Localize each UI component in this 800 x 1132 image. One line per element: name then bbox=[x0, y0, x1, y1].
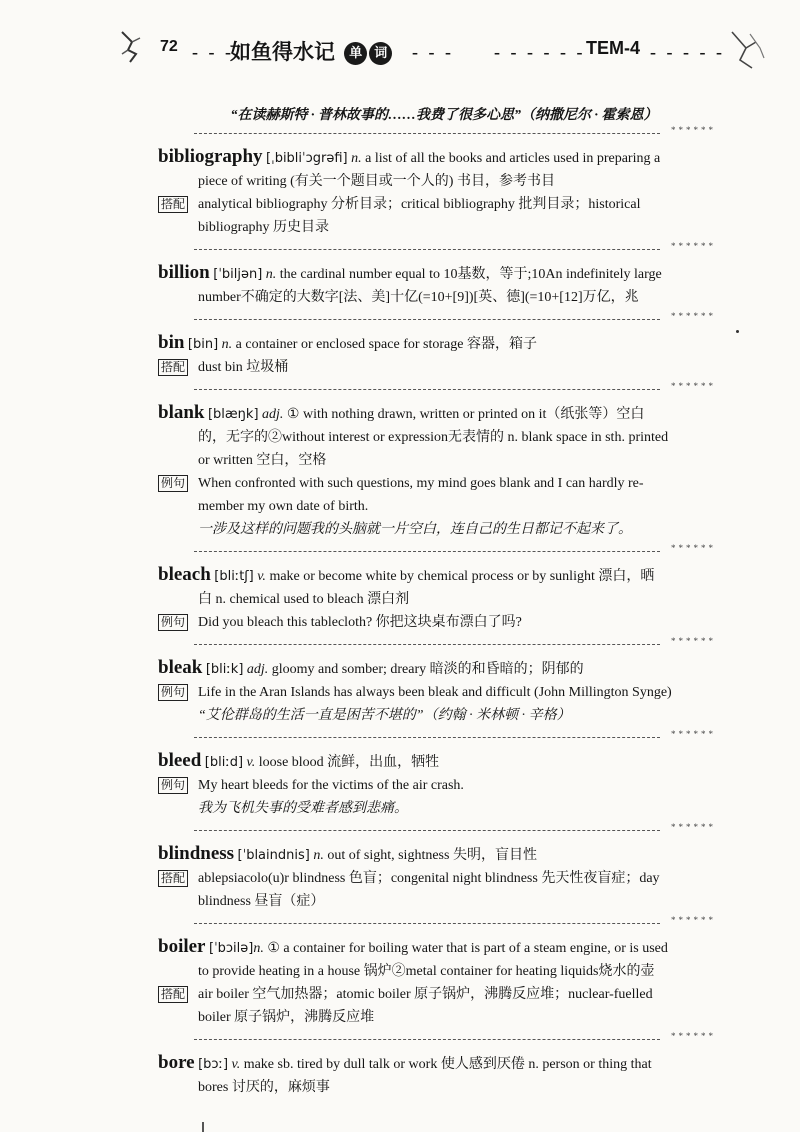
collocation-line-2: bibliography 历史目录 bbox=[198, 220, 330, 235]
entry-boiler bbox=[158, 935, 720, 1029]
collocation-block bbox=[158, 356, 720, 379]
headword: blindness bbox=[158, 843, 235, 864]
bird-ornament-icon bbox=[118, 28, 146, 68]
entry-separator bbox=[158, 242, 720, 256]
book-title bbox=[230, 36, 392, 66]
separator-stars: ****** bbox=[671, 125, 716, 135]
entry-bleak bbox=[158, 656, 720, 727]
headword: blank bbox=[158, 402, 205, 423]
headword: bleach bbox=[158, 564, 211, 585]
part-of-speech: n. bbox=[265, 267, 277, 282]
collocation-line-1: ablepsiacolo(u)r blindness 色盲；congenital night blindness 先天性夜盲症；day bbox=[198, 871, 660, 886]
definition-line-1: loose blood 流鲜，出血，牺牲 bbox=[258, 755, 440, 770]
example-tag: 例句 bbox=[158, 777, 188, 794]
example-line-2: member my own date of birth. bbox=[198, 499, 369, 514]
entry-bleach bbox=[158, 563, 720, 634]
separator-stars: ****** bbox=[671, 311, 716, 321]
phonetic: [ˈbiljən] bbox=[213, 267, 263, 282]
collocation-line-2: blindness 昼盲（症） bbox=[198, 894, 325, 909]
example-translation: 我为飞机失事的受难者感到悲痛。 bbox=[198, 801, 408, 816]
entry-separator bbox=[158, 312, 720, 326]
entry-definition bbox=[158, 331, 720, 356]
book-title-text: 如鱼得水记 bbox=[230, 40, 335, 64]
phonetic: [bɔː] bbox=[198, 1057, 229, 1072]
dictionary-content bbox=[158, 104, 720, 1102]
collocation-line-1: air boiler 空气加热器；atomic boiler 原子锅炉，沸腾反应堆；nuclear-fuelled bbox=[198, 987, 653, 1002]
collocation-block bbox=[158, 867, 720, 913]
entry-separator bbox=[158, 637, 720, 651]
definition-line-2: piece of writing (有关一个题目或一个人的) 书目，参考书目 bbox=[198, 174, 555, 189]
collocation-block bbox=[158, 193, 720, 239]
page-number: 72 bbox=[160, 38, 178, 55]
phonetic: [blæŋk] bbox=[207, 407, 259, 422]
separator-stars: ****** bbox=[671, 729, 716, 739]
headword: billion bbox=[158, 262, 210, 283]
definition-line-1: a container or enclosed space for storage 容器，箱子 bbox=[235, 337, 537, 352]
entry-definition bbox=[158, 1051, 720, 1076]
entry-definition bbox=[158, 401, 720, 426]
entry-separator bbox=[158, 823, 720, 837]
separator-stars: ****** bbox=[671, 636, 716, 646]
header-dashes-mid: - - - bbox=[412, 42, 454, 62]
phonetic: [bliːd] bbox=[204, 755, 244, 770]
definition-line-1: gloomy and somber; dreary 暗淡的和昏暗的；阴郁的 bbox=[271, 662, 584, 677]
entry-separator bbox=[158, 544, 720, 558]
collocation-tag: 搭配 bbox=[158, 359, 188, 376]
collocation-tag: 搭配 bbox=[158, 870, 188, 887]
part-of-speech: n. bbox=[253, 941, 264, 956]
example-block bbox=[158, 774, 720, 820]
header-dashes-left: - - - bbox=[192, 42, 234, 62]
part-of-speech: n. bbox=[351, 151, 362, 166]
header-dashes-right: - - - - - bbox=[650, 42, 725, 62]
entry-blank bbox=[158, 401, 720, 541]
definition-line-1: out of sight, sightness 失明，盲目性 bbox=[327, 848, 537, 863]
part-of-speech: v. bbox=[246, 755, 256, 770]
definition-line-1: the cardinal number equal to 10基数，等于;10An indefinitely large bbox=[279, 267, 662, 282]
top-quote: “在读赫斯特 · 普林故事的……我费了很多心思”（纳撒尼尔 · 霍索恩） bbox=[230, 108, 658, 123]
separator-stars: ****** bbox=[671, 381, 716, 391]
entry-bleed bbox=[158, 749, 720, 820]
example-line-1: When confronted with such questions, my mind goes blank and I can hardly re- bbox=[198, 476, 644, 491]
collocation-line-1: analytical bibliography 分析目录；critical bibliography 批判目录；historical bbox=[198, 197, 641, 212]
separator-stars: ****** bbox=[671, 1031, 716, 1041]
definition-line-1: ① a container for boiling water that is part of a steam engine, or is used bbox=[267, 941, 668, 956]
separator-stars: ****** bbox=[671, 915, 716, 925]
entry-separator bbox=[158, 730, 720, 744]
definition-line-2: bores 讨厌的，麻烦事 bbox=[198, 1080, 330, 1095]
phonetic: [ˈbɔilə] bbox=[209, 941, 254, 956]
wing-ornament-icon bbox=[726, 28, 766, 72]
phonetic: [ˌbibliˈɔgrəfi] bbox=[266, 151, 348, 166]
phonetic: [bin] bbox=[187, 337, 219, 352]
definition-line-1: ① with nothing drawn, written or printed on it（纸张等）空白 bbox=[286, 407, 645, 422]
circled-char-2: 词 bbox=[369, 42, 392, 65]
collocation-line-2: boiler 原子锅炉，沸腾反应堆 bbox=[198, 1010, 375, 1025]
footer-mark bbox=[202, 1122, 204, 1132]
collocation-tag: 搭配 bbox=[158, 986, 188, 1003]
entry-separator bbox=[158, 916, 720, 930]
headword: bin bbox=[158, 332, 185, 353]
exam-label: TEM-4 bbox=[586, 38, 640, 58]
definition-line-2: to provide heating in a house 锅炉②metal container for heating liquids烧水的壶 bbox=[198, 964, 655, 979]
entry-definition bbox=[158, 563, 720, 588]
example-translation: 一涉及这样的问题我的头脑就一片空白，连自己的生日都记不起来了。 bbox=[198, 522, 632, 537]
separator-stars: ****** bbox=[671, 822, 716, 832]
headword: bleed bbox=[158, 750, 202, 771]
definition-line-1: a list of all the books and articles used in preparing a bbox=[365, 151, 661, 166]
part-of-speech: v. bbox=[231, 1057, 241, 1072]
example-tag: 例句 bbox=[158, 684, 188, 701]
definition-line-1: make or become white by chemical process or by sunlight 漂白，晒 bbox=[269, 569, 655, 584]
example-block bbox=[158, 611, 720, 634]
collocation-tag: 搭配 bbox=[158, 196, 188, 213]
entry-separator bbox=[158, 1032, 720, 1046]
part-of-speech: adj. bbox=[246, 662, 269, 677]
entry-billion bbox=[158, 261, 720, 309]
entry-separator bbox=[158, 382, 720, 396]
separator-stars: ****** bbox=[671, 241, 716, 251]
example-block bbox=[158, 472, 720, 541]
part-of-speech: n. bbox=[313, 848, 324, 863]
stray-dot bbox=[736, 330, 739, 333]
part-of-speech: n. bbox=[221, 337, 233, 352]
headword: bibliography bbox=[158, 146, 263, 167]
headword: bore bbox=[158, 1052, 195, 1073]
entry-bin bbox=[158, 331, 720, 379]
entry-definition bbox=[158, 749, 720, 774]
entry-bibliography bbox=[158, 145, 720, 239]
separator-stars: ****** bbox=[671, 543, 716, 553]
entry-definition bbox=[158, 656, 720, 681]
example-line-1: My heart bleeds for the victims of the air crash. bbox=[198, 778, 464, 793]
entry-blindness bbox=[158, 842, 720, 913]
example-block bbox=[158, 681, 720, 727]
definition-line-2: number不确定的大数字[法、美]十亿(=10+[9])[英、德](=10+[12]万亿，兆 bbox=[198, 290, 639, 305]
definition-line-2: 的，无字的②without interest or expression无表情的 n. blank space in sth. printed bbox=[198, 430, 669, 445]
entry-bore bbox=[158, 1051, 720, 1099]
example-translation: “艾伦群岛的生活一直是困苦不堪的”（约翰 · 米林顿 · 辛格） bbox=[198, 708, 571, 723]
phonetic: [bliːtʃ] bbox=[214, 569, 254, 584]
collocation-line-1: dust bin 垃圾桶 bbox=[198, 360, 289, 375]
page-header bbox=[0, 22, 800, 72]
example-line-1: Did you bleach this tablecloth? 你把这块桌布漂白了吗? bbox=[198, 615, 522, 630]
example-tag: 例句 bbox=[158, 614, 188, 631]
entry-definition bbox=[158, 145, 720, 170]
header-dashes-mid2: - - - - - - bbox=[494, 42, 586, 62]
circled-char-1: 单 bbox=[344, 42, 367, 65]
definition-line-2: 白 n. chemical used to bleach 漂白剂 bbox=[198, 592, 410, 607]
entry-definition bbox=[158, 842, 720, 867]
collocation-block bbox=[158, 983, 720, 1029]
part-of-speech: adj. bbox=[262, 407, 284, 422]
headword: boiler bbox=[158, 936, 206, 957]
entry-separator bbox=[158, 126, 720, 140]
definition-line-1: make sb. tired by dull talk or work 使人感到厌倦 n. person or thing that bbox=[243, 1057, 652, 1072]
phonetic: [bliːk] bbox=[205, 662, 244, 677]
example-line-1: Life in the Aran Islands has always been bleak and difficult (John Millington Synge) bbox=[198, 685, 672, 700]
entry-definition bbox=[158, 935, 720, 960]
definition-line-3: or written 空白，空格 bbox=[198, 453, 327, 468]
example-tag: 例句 bbox=[158, 475, 188, 492]
part-of-speech: v. bbox=[257, 569, 266, 584]
entry-definition bbox=[158, 261, 720, 286]
headword: bleak bbox=[158, 657, 203, 678]
phonetic: [ˈblaindnis] bbox=[237, 848, 310, 863]
